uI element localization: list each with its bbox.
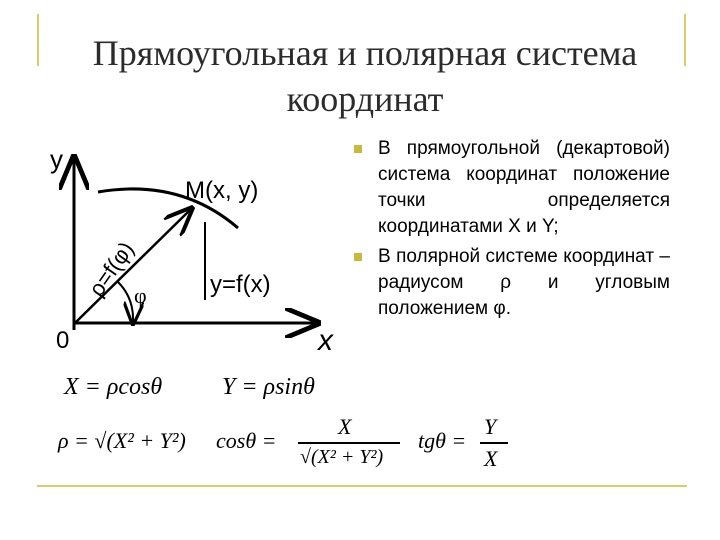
point-label: M(x, y) xyxy=(185,177,259,204)
x-axis-label: x xyxy=(318,324,333,357)
formula-cos-fraction-bar xyxy=(298,442,400,444)
formula-cos-lhs: cosθ = xyxy=(216,428,277,453)
y-axis-label: y xyxy=(50,144,63,174)
radius-label: ρ=f(φ) xyxy=(83,237,139,301)
formula-cos-numerator: X xyxy=(338,414,352,439)
formula-x: X = ρcosθ xyxy=(64,374,163,400)
formula-tg-lhs: tgθ = xyxy=(418,428,467,453)
angle-arc xyxy=(118,282,133,322)
origin-label: 0 xyxy=(56,327,70,354)
formula-tg-numerator: Y xyxy=(484,414,497,439)
y-function-label: y=f(x) xyxy=(210,271,271,298)
bullet-list xyxy=(352,136,670,326)
bullet-square-icon xyxy=(354,145,362,153)
title-line-1: Прямоугольная и полярная система xyxy=(92,33,638,73)
title-line-2: координат xyxy=(286,79,444,119)
bullet-item xyxy=(352,136,670,240)
angle-label: φ xyxy=(134,283,147,308)
bullet-text: В прямоугольной (декартовой) система координат положение точки определяется координатами X и Y; xyxy=(378,138,670,237)
formula-tg-denominator: X xyxy=(484,446,498,471)
radius-vector xyxy=(76,210,190,322)
formula-rho: ρ = √(X² + Y²) xyxy=(58,428,186,453)
formula-y: Y = ρsinθ xyxy=(222,374,315,400)
bullet-text: В полярной системе координат – радиусом ρ и угловым положением φ. xyxy=(378,246,670,319)
formula-tg-fraction-bar xyxy=(480,442,508,444)
bullet-item xyxy=(352,244,670,322)
formula-cos-denominator: √(X² + Y²) xyxy=(300,446,384,468)
bullet-square-icon xyxy=(354,253,362,261)
